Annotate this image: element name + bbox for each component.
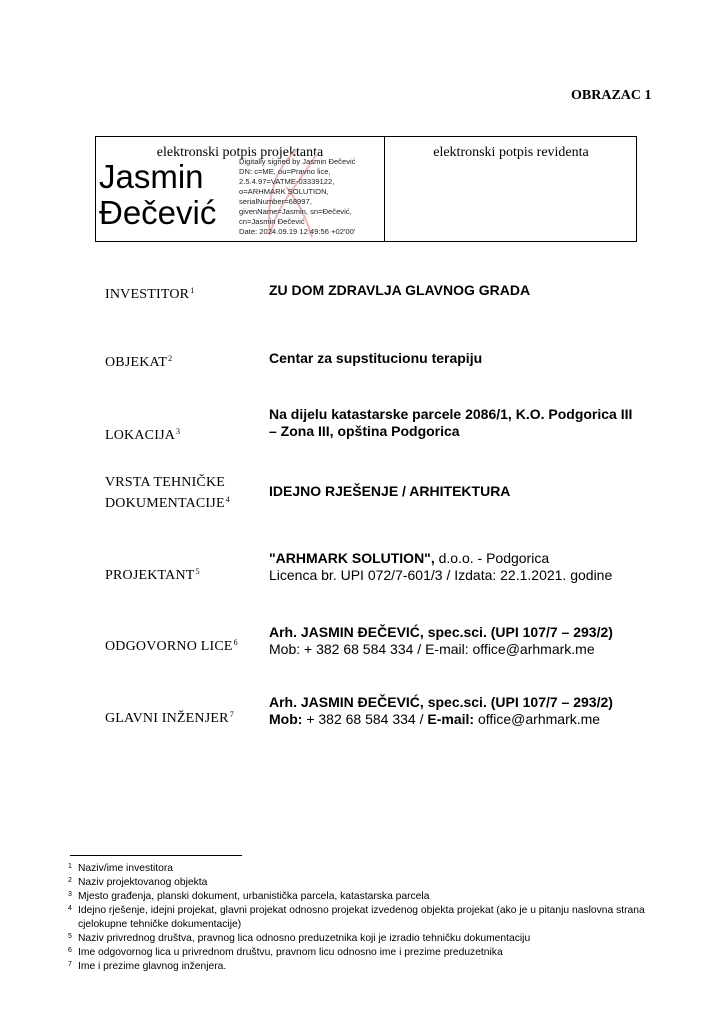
signature-detail-line: o=ARHMARK SOLUTION, [239,187,329,196]
signer-last-name: Đečević [99,194,217,231]
object-label: OBJEKAT$^2$ [105,354,173,370]
footnote: 4 Idejno rješenje, idejni projekat, glavni projekat odnosno projekat izvedenog objekta projekat (ako je u pitanju naslovna strana cjelokupne tehničke dokumentacije) [68,905,645,930]
designer-signature-title: elektronski potpis projektanta [156,145,324,160]
location-label: LOKACIJA$^3$ [105,427,181,443]
responsible-person-label: ODGOVORNO LICE$^6$ [105,638,238,654]
signature-detail-line: serialNumber=68997, [239,197,312,206]
signature-detail-line: Digitally signed by Jasmin Đečević [239,157,356,166]
footnote: 7 Ime i prezime glavnog inženjera. [68,961,227,972]
chief-engineer-label: GLAVNI INŽENJER$^7$ [105,710,234,726]
footnote: 1 Naziv/ime investitora [68,863,173,874]
investor-value: ZU DOM ZDRAVLJA GLAVNOG GRADA [269,282,531,298]
signature-detail-line: cn=Jasmin Đečević [239,217,305,226]
footnote: 6 Ime odgovornog lica u privrednom društvu, pravnom licu odnosno ime i prezime preduzetnika [68,947,503,958]
investor-label: INVESTITOR$^1$ [105,286,195,302]
signature-detail-line: givenName=Jasmin, sn=Đečević, [239,207,352,216]
signature-detail-line: 2.5.4.97=VATME-03339122, [239,177,335,186]
documentation-type-label: VRSTA TEHNIČKE DOKUMENTACIJE$^4$ [105,475,230,511]
documentation-type-value: IDEJNO RJEŠENJE / ARHITEKTURA [269,483,511,499]
signer-name [99,159,216,231]
reviewer-signature-title: elektronski potpis revidenta [433,145,589,160]
object-value: Centar za supstitucionu terapiju [269,350,483,366]
footnote: 2 Naziv projektovanog objekta [68,877,208,888]
designer-label: PROJEKTANT$^5$ [105,567,200,583]
footnote: 5 Naziv privrednog društva, pravnog lica odnosno preduzetnika koji je izradio tehničku dokumentaciju [68,933,531,944]
footnotes [68,862,648,974]
signature-detail-line: DN: c=ME, ou=Pravno lice, [239,167,331,176]
signature-box [95,136,637,242]
responsible-person-value: Arh. JASMIN ĐEČEVIĆ, spec.sci. (UPI 107/7 – 293/2) Mob: + 382 68 584 334 / E-mail: office@arhmark.me [269,624,613,657]
location-value: Na dijelu katastarske parcele 2086/1, K.O. Podgorica III – Zona III, opština Podgorica [269,406,633,439]
footnote: 3 Mjesto građenja, planski dokument, urbanistička parcela, katastarska parcela [68,891,430,902]
form-label: OBRAZAC 1 [571,88,652,103]
chief-engineer-value: Arh. JASMIN ĐEČEVIĆ, spec.sci. (UPI 107/7 – 293/2) Mob: + 382 68 584 334 / E-mail: office@arhmark.me [269,694,613,727]
signature-detail-line: Date: 2024.09.19 12:49:56 +02'00' [239,227,356,236]
footnote-separator [70,855,242,856]
designer-value: "ARHMARK SOLUTION", d.o.o. - Podgorica Licenca br. UPI 072/7-601/3 / Izdata: 22.1.2021. godine [269,550,613,583]
signature-details [239,157,355,237]
signer-first-name: Jasmin [99,158,204,195]
